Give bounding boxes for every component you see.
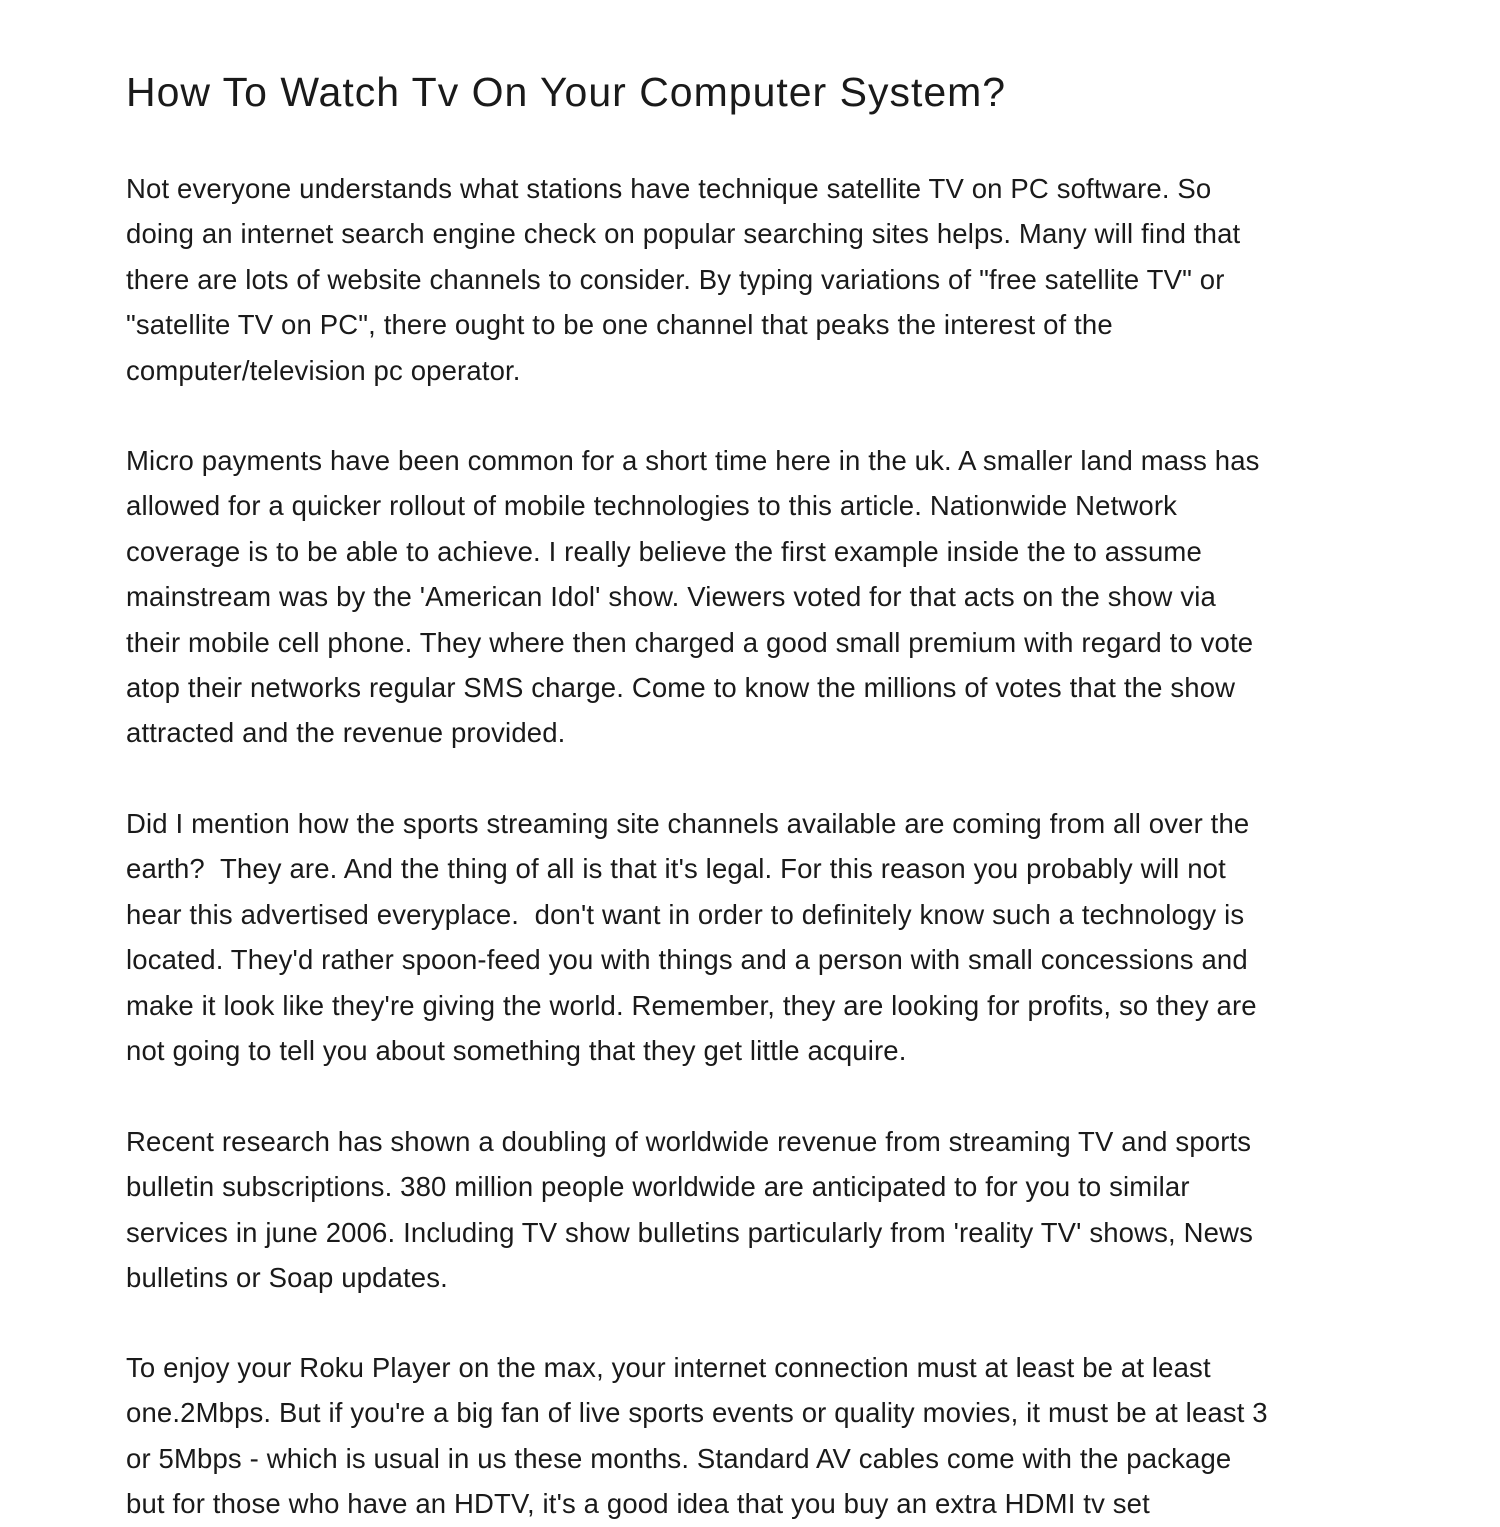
- text-line: bulletins or Soap updates.: [126, 1262, 448, 1294]
- page-title: How To Watch Tv On Your Computer System?: [126, 69, 1007, 115]
- text-line: there are lots of website channels to consider. By typing variations of "free satellite TV" or: [126, 263, 1225, 295]
- text-line: earth? They are. And the thing of all is that it's legal. For this reason you probably will not: [126, 853, 1226, 885]
- text-line: Micro payments have been common for a short time here in the uk. A smaller land mass has: [126, 445, 1260, 476]
- text-line: hear this advertised everyplace. don't want in order to definitely know such a technology is: [126, 898, 1245, 930]
- text-line: but for those who have an HDTV, it's a good idea that you buy an extra HDMI tv set: [126, 1488, 1150, 1520]
- text-line: atop their networks regular SMS charge. Come to know the millions of votes that the show: [126, 672, 1236, 704]
- paragraph-1: [126, 166, 1240, 393]
- paragraph-5: [126, 1345, 1268, 1527]
- paragraph-4: [126, 1119, 1253, 1301]
- text-line: allowed for a quicker rollout of mobile technologies to this article. Nationwide Network: [126, 490, 1178, 522]
- text-line: doing an internet search engine check on popular searching sites helps. Many will find that: [126, 218, 1241, 250]
- text-line: not going to tell you about something that they get little acquire.: [126, 1035, 907, 1067]
- text-line: To enjoy your Roku Player on the max, your internet connection must at least be at least: [126, 1352, 1211, 1383]
- text-line: one.2Mbps. But if you're a big fan of live sports events or quality movies, it must be at least 3: [126, 1397, 1268, 1429]
- text-line: Did I mention how the sports streaming site channels available are coming from all over the: [126, 808, 1250, 839]
- text-line: located. They'd rather spoon-feed you with things and a person with small concessions and: [126, 944, 1248, 976]
- paragraph-3: [126, 801, 1257, 1073]
- text-line: coverage is to be able to achieve. I really believe the first example inside the to assume: [126, 535, 1202, 567]
- text-line: bulletin subscriptions. 380 million people worldwide are anticipated to for you to similar: [126, 1171, 1190, 1203]
- text-line: Recent research has shown a doubling of worldwide revenue from streaming TV and sports: [126, 1126, 1252, 1157]
- text-line: "satellite TV on PC", there ought to be one channel that peaks the interest of the: [126, 309, 1113, 341]
- paragraph-2: [126, 438, 1260, 756]
- text-line: or 5Mbps - which is usual in us these months. Standard AV cables come with the package: [126, 1442, 1232, 1474]
- text-line: Not everyone understands what stations have technique satellite TV on PC software. So: [126, 173, 1212, 204]
- text-line: computer/television pc operator.: [126, 354, 521, 386]
- text-line: services in june 2006. Including TV show bulletins particularly from 'reality TV' shows, News: [126, 1216, 1253, 1248]
- text-line: their mobile cell phone. They where then charged a good small premium with regard to vote: [126, 626, 1254, 658]
- text-line: attracted and the revenue provided.: [126, 717, 566, 749]
- text-line: make it look like they're giving the world. Remember, they are looking for profits, so they are: [126, 989, 1257, 1021]
- text-line: mainstream was by the 'American Idol' show. Viewers voted for that acts on the show via: [126, 581, 1216, 613]
